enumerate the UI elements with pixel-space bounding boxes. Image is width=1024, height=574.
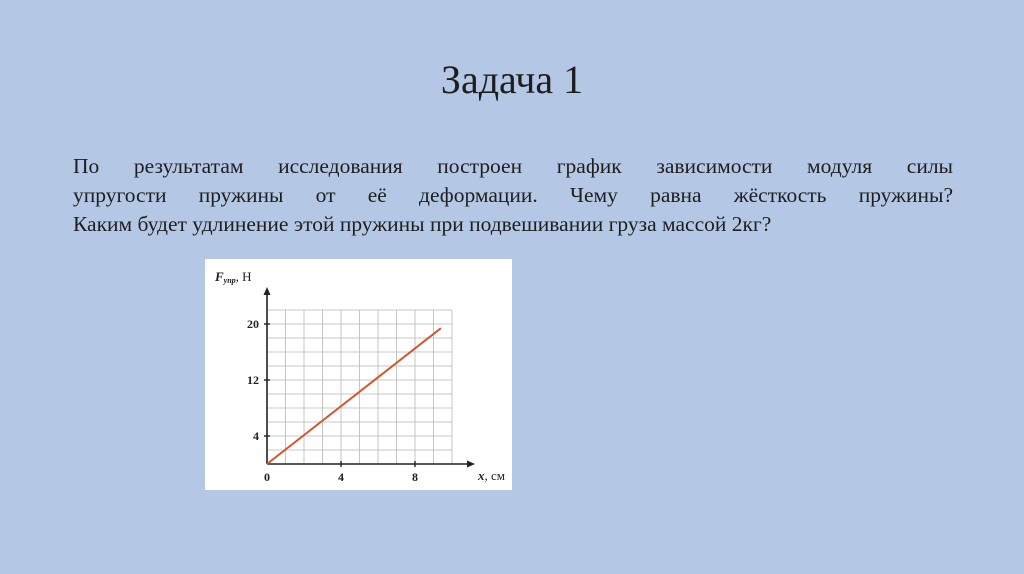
problem-text-line-2: упругости пружины от её деформации. Чему равна жёсткость пружины? (73, 183, 953, 207)
slide-title: Задача 1 (440, 57, 584, 102)
y-axis-arrow (264, 287, 271, 295)
x-axis-label-unit: , см (484, 468, 505, 483)
x-axis-label (477, 468, 505, 483)
y-axis-label (214, 269, 252, 285)
problem-text (73, 152, 953, 239)
chart-card (205, 259, 512, 490)
problem-text-line-1: По результатам исследования построен график зависимости модуля силы (73, 154, 953, 178)
x-tick-label: 0 (264, 470, 270, 484)
axes (264, 287, 476, 468)
y-axis-label-unit: , Н (235, 269, 252, 284)
x-axis-arrow (467, 461, 475, 468)
y-tick-label: 12 (247, 373, 259, 387)
problem-text-line-3: Каким будет удлинение этой пружины при подвешивании груза массой 2кг? (73, 212, 772, 236)
y-axis-label-symbol: F (215, 269, 224, 284)
y-tick-label: 20 (247, 317, 259, 331)
x-tick-label: 4 (338, 470, 344, 484)
y-tick-label: 4 (253, 429, 259, 443)
force-deformation-chart (205, 259, 512, 490)
x-axis-label-symbol: x (478, 468, 485, 483)
x-tick-label: 8 (412, 470, 418, 484)
grid (267, 310, 452, 464)
y-axis-label-subscript: упр (223, 276, 236, 285)
